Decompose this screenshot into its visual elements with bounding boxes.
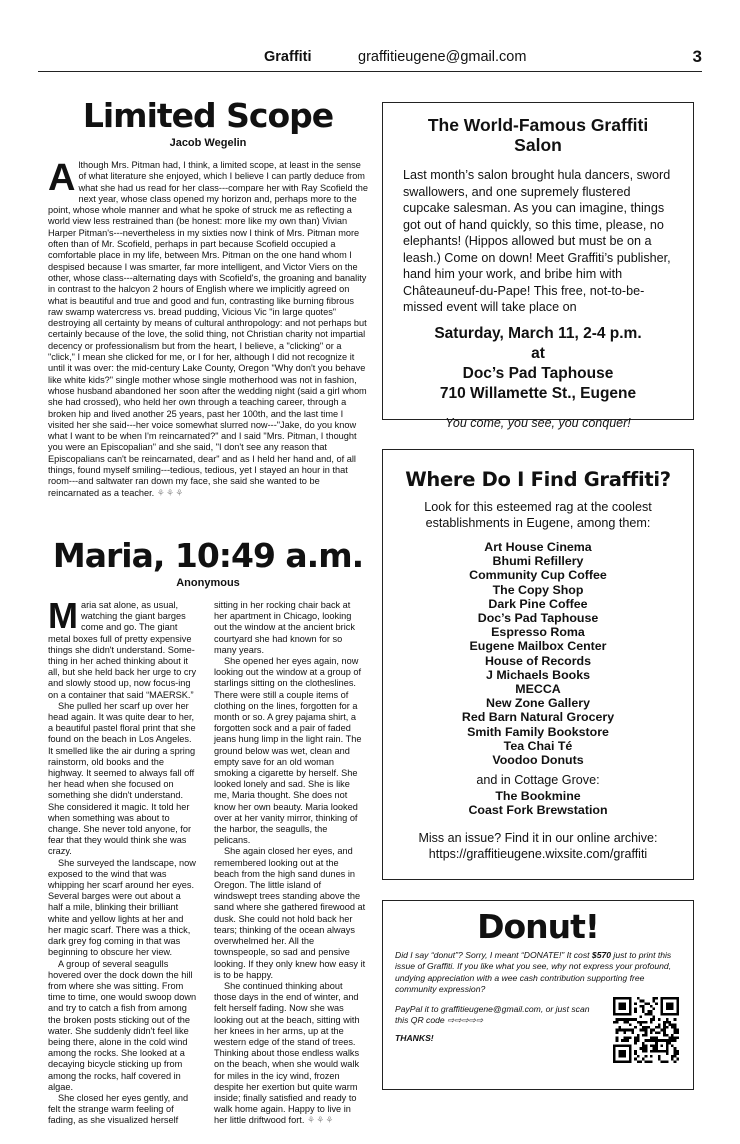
donate-body — [395, 950, 681, 995]
page-header — [38, 44, 702, 72]
archive-info — [391, 830, 685, 862]
location-item: MECCA — [515, 682, 561, 697]
event-details — [403, 324, 673, 404]
drop-cap: A — [48, 157, 76, 199]
where-intro: Look for this esteemed rag at the coolest establishments in Eugene, among them: — [424, 500, 652, 530]
thanks-text: THANKS! — [395, 1032, 434, 1043]
paragraph: She closed her eyes gently, and felt the strange warm feeling of fading, as she visualized herself — [48, 1092, 189, 1126]
event-at: at — [531, 344, 545, 362]
salon-description: Last month’s salon brought hula dancers, sword swallowers, and one supremely flustered cupcake salesman. As you can imagine, things got out of hand quickly, so this time, please, no elephants! (Hippos allowed but must be on a leash.) Come on down! Meet Graffiti’s publisher, hand him your work, and bribe him with Châteauneuf-du-Pape! This free, not-to-be-missed event will take place on — [403, 168, 671, 314]
archive-text: Miss an issue? Find it in our online archive: — [418, 830, 658, 845]
header-email: graffitieugene@gmail.com — [358, 49, 527, 65]
paragraph: She continued thinking about those days in the end of winter, and felt herself fading. Now she was looking out at the beach, sitting with her knees in her arms, up at the western edge of the stand of trees. Thinking about those endless walks on the beach, when she would walk for miles in the icy wind, frozen despite her exertion but quite warm inside; finally satisfied and ready to walk home again. Happy to live in her little driftwood fort. — [214, 980, 360, 1126]
end-mark-icon: ⚘⚘⚘ — [156, 487, 185, 498]
print-cost: $570 — [591, 950, 612, 960]
article-title-maria: Maria, 10:49 a.m. — [52, 536, 364, 575]
paypal-text: PayPal it to graffitieugene@gmail.com, or just scan this QR code — [395, 1004, 590, 1026]
location-item: The Copy Shop — [492, 582, 584, 597]
arrow-right-icon: ⇨⇨⇨⇨⇨ — [447, 1015, 484, 1026]
salon-title: The World-Famous Graffiti Salon — [427, 115, 649, 155]
location-item: Smith Family Bookstore — [467, 724, 609, 739]
location-item: Art House Cinema — [484, 540, 592, 554]
donate-text: Did I say “donut”? Sorry, I meant “DONATE!” It cost — [395, 950, 592, 960]
location-item: Bhumi Refillery — [492, 554, 584, 569]
paragraph: A group of several seagulls hovered over the dock down the hill from where she was sitting. From time to time, one would swoop down and try to catch a fish from among the broken posts sticking out of the water. She suddenly didn't feel like being there, alone in the cold wind among the rocks. She looked at a decaying bicycle sticking up from among the rocks, half covered in algae. — [48, 958, 197, 1092]
publication-name: Graffiti — [264, 49, 312, 65]
location-item: Voodoo Donuts — [492, 753, 584, 768]
location-item: J Michaels Books — [486, 667, 590, 682]
salon-slogan: You come, you see, you conquer! — [445, 415, 631, 430]
paragraph: aria sat alone, as usual, watching the giant barges come and go. The giant metal boxes full of pretty expensive things she didn't understand. Some-thing in her ached thinking about it all, but she held back her urge to cry and slowly stood up, now focus-ing on a container that said “MAERSK.” — [48, 600, 197, 700]
article-column-1 — [48, 595, 198, 1126]
location-item: The Bookmine — [495, 789, 581, 804]
end-mark-icon: ⚘⚘⚘ — [306, 1115, 335, 1126]
article-byline: Jacob Wegelin — [169, 137, 247, 149]
location-item: Tea Chai Té — [503, 738, 573, 753]
event-address: 710 Willamette St., Eugene — [439, 384, 637, 402]
paypal-info — [395, 1004, 595, 1027]
article-title-limited-scope: Limited Scope — [82, 96, 334, 135]
location-item: New Zone Gallery — [486, 696, 590, 711]
salon-announcement-box — [382, 102, 694, 430]
article-column-2 — [214, 600, 366, 1126]
cottage-grove-intro: and in Cottage Grove: — [476, 773, 600, 788]
cottage-grove-locations-list — [391, 789, 685, 817]
paragraph: She again closed her eyes, and remembered looking out at the beach from the high sand dunes in Oregon. The little island of windswept trees standing above the sand where she gathered firewood at dusk. She could not hold back her tears; thinking of the ocean always overwhelmed her. All the townspeople, so sad and pensive looking. If they only knew how easy it is to be happy. — [214, 846, 366, 980]
event-date: Saturday, March 11, 2-4 p.m. — [434, 324, 642, 342]
donate-text: just to print this issue of Graffiti. If you like what you see, why not express your profound, undying appreciation with a wee cash contribution supporting free community expression? — [395, 950, 672, 994]
donate-title: Donut! — [477, 907, 599, 946]
location-item: Espresso Roma — [491, 625, 585, 640]
paragraph: She surveyed the landscape, now exposed to the wind that was whipping her scarf around her eyes. Several barges were out about a half a mile, blinking their brilliant white and yellow lights at her and her magic scarf. There was a thick, dark grey fog coming in that was beginning to obscure her view. — [48, 857, 196, 958]
article-byline: Anonymous — [176, 577, 240, 589]
location-item: House of Records — [484, 653, 592, 668]
drop-cap: M — [48, 595, 78, 636]
article-body — [48, 157, 368, 512]
paragraph: sitting in her rocking chair back at her apartment in Chicago, looking out the window at the ancient brick courtyard she had known for so many years. — [214, 600, 355, 655]
article-text: lthough Mrs. Pitman had, I think, a limited scope, at least in the sense of what literature she enjoyed, which I believe I can partly deduce from what she had us read for her class---compare her with Ray Scofield the next year, whose class opened my horizon and, perhaps more to the point, whose whole manner and what he spoke of struck me as reflecting a world view less restrained than (be honest: more like my own than) Vivian Harper Pitman's---nevertheless in my sixties now I think of Mrs. Pitman more often than of Mr. Scofield, perhaps in part because Scofield occupied a comfortable place in my life, between Mrs. Pitman on the one hand whom I despised because I was smarter, far more intelligent, and Victor Viers on the other, whose class---alternating days with Scofield's, the groaning and banality in contrast to the halcyon 2 hours of English where we implicitly agreed on what is beautiful and true and good and fun, contrasting like burning fibrous raw swamp watercress vs. bread pudding, Vicious Vic "in large quotes" destroying all certainty by means of cultural anthropology: and not perhaps but certainly because of the love, the solid thing, not Christian charity not impartial decency or professionalism but from the heart, I believe, a "clicking" or a "click," I mean she clicked for me, or I for her, although I did not recognize it until it was over: the mid-century Lake County, Oregon "Why don't you behave like white kids?" single mother whose single motherhood was not in fashion, whose husband abandoned her soon after the wedding night (said a girl whom she had crossed), who held her own through a teaching career, through a broken hip and lived another 25 years, past her 100th, and the last time I visited her she said---her voice somewhat slurred now---"Jake, do you know what I want to be when I'm reincarnated?" and I said "Mrs. Pitman, I thought you were an Episcopalian" and she said, "I don't see any reason that Episcopalians can't be reincarnated, dear" and as I held her hand and, of all things, found myself smiling---tedious, tedious, yet I stayed an hour in that room---and saltwater ran down my face, she said she wanted to be reincarnated as a teacher. — [48, 160, 368, 498]
location-item: Red Barn Natural Grocery — [461, 710, 615, 725]
paragraph: She opened her eyes again, now looking out the window at a group of starlings sitting on the clotheslines. There were still a couple items of clothing on the lines, forgotten for a month or so. A grey pajama shirt, a forgotten sock and a pair of faded jeans hung limp in the light rain. The ground below was wet, clean and empty save for an old woman smoking a cigarette by herself. She looked lonely and sad. She is like me, Maria thought. She does not know her own beauty. Maria looked over at her vanity mirror, thinking of the harbor, the seagulls, the pelicans. — [214, 656, 362, 846]
location-item: Dark Pine Coffee — [488, 596, 588, 611]
eugene-locations-list — [391, 540, 685, 767]
paragraph: She pulled her scarf up over her head again. It was quite dear to her, a beautiful pastel floral print that she found on the beach in Los Angeles. It smelled like the air during a spring rainstorm, old books and the highway. It seemed to always fall off her head when she focused on something she didn't understand. She considered it magic. It told her when something was about to change. She never told anyone, for fear that they would think she was crazy. — [48, 700, 196, 857]
donate-box — [382, 900, 694, 1090]
location-item: Coast Fork Brewstation — [468, 803, 608, 818]
location-item: Doc’s Pad Taphouse — [477, 611, 599, 626]
location-item: Community Cup Coffee — [469, 568, 607, 583]
where-title: Where Do I Find Graffiti? — [405, 468, 671, 491]
qr-code-icon[interactable] — [613, 997, 679, 1063]
location-item: Eugene Mailbox Center — [469, 639, 607, 654]
page-number: 3 — [692, 47, 702, 66]
where-to-find-box — [382, 449, 694, 880]
event-venue: Doc’s Pad Taphouse — [462, 364, 614, 382]
archive-url[interactable]: https://graffitieugene.wixsite.com/graffiti — [428, 846, 648, 861]
